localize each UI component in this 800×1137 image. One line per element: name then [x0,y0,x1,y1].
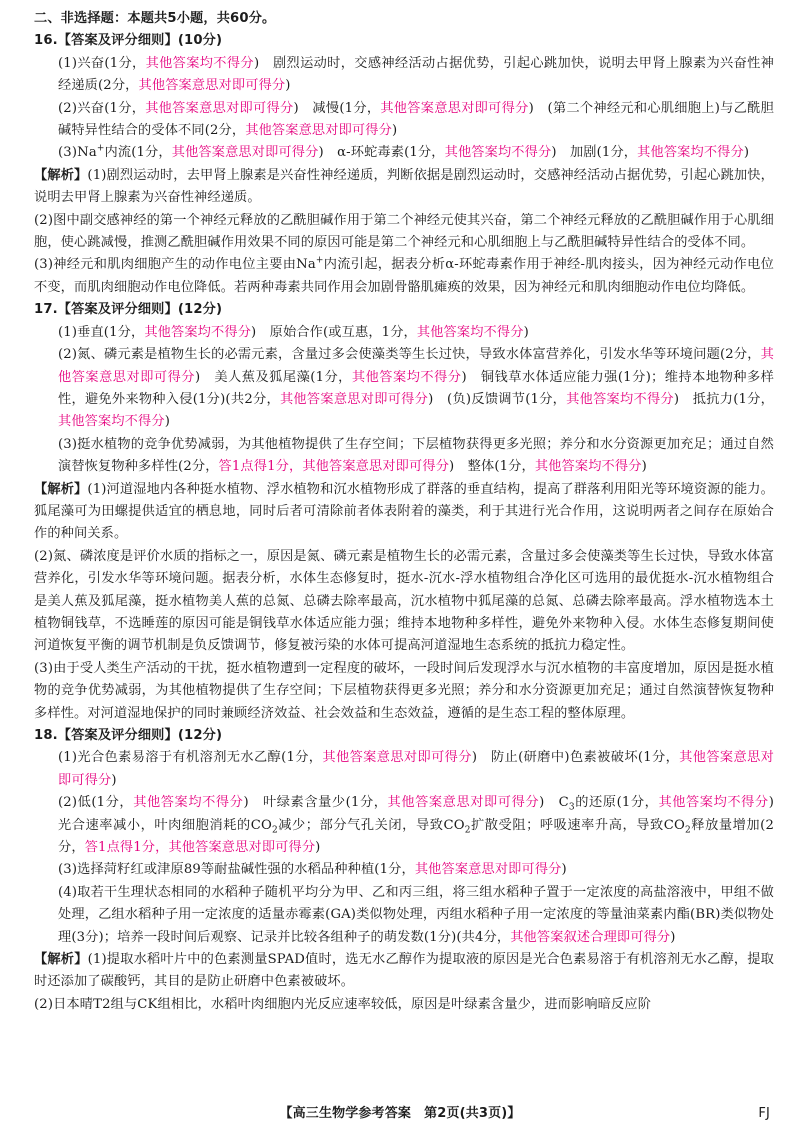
q17-answer-1: (1)垂直(1分，其他答案均不得分) 原始合作(或互惠，1分，其他答案均不得分) [58,324,529,340]
q16-answer-2: (2)兴奋(1分，其他答案意思对即可得分) 减慢(1分，其他答案意思对即可得分) (第二个神经元和心肌细胞上)与乙酰胆碱特异性结合的受体不同(2分，其他答案意思对即可得分) [58,100,774,139]
q18-answer-3: (3)选择菏籽红或津原89等耐盐碱性强的水稻品种种植(1分，其他答案意思对即可得分) [58,862,567,878]
q18-analysis-2: (2)日本晴T2组与CK组相比，水稻叶肉细胞内光反应速率较低，原因是叶绿素含量少，进而影响暗反应阶 [34,996,652,1012]
footer-title: 【高三生物学参考答案 第2页(共3页)】 [279,1105,521,1121]
q18-analysis-1: 【解析】(1)提取水稻叶片中的色素测量SPAD值时，选无水乙醇作为提取液的原因是光合色素易溶于有机溶剂无水乙醇，提取时还添加了碳酸钙，其目的是防止研磨中色素被破坏。 [34,952,774,990]
q17-analysis-2: (2)氮、磷浓度是评价水质的指标之一，原因是氮、磷元素是植物生长的必需元素，含量过多会使藻类等生长过快，导致水体富营养化，引发水华等环境问题。据表分析，水体生态修复时，挺水-沉水-浮水植物组合净化区可选用的最优挺水-沉水植物组合是美人蕉及狐尾藻，挺水植物美人蕉的总氮、总磷去除率最高，沉水植物中狐尾藻的总氮、总磷去除率最高。浮水植物选本土植物铜钱草，不选睡莲的原因可能是铜钱草水体适应能力强；维持本地物种多样性，避免外来物种入侵。水体生态修复期间使河道恢复平衡的调节机制是负反馈调节，修复被污染的水体可提高河道湿地生态系统的抵抗力稳定性。 [34,548,774,654]
q17-answer-3: (3)挺水植物的竞争优势减弱，为其他植物提供了生存空间；下层植物获得更多光照；养分和水分资源更加充足；通过自然演替恢复物种多样性(2分，答1点得1分，其他答案意思对即可得分) 整体(1分，其他答案均不得分) [58,436,774,475]
q16-analysis-3: (3)神经元和肌肉细胞产生的动作电位主要由Na+内流引起，据表分析α-环蛇毒素作用于神经-肌肉接头，因为神经元动作电位不变，而肌肉细胞动作电位降低。若两种毒素共同作用会加剧骨骼肌瘫痪的效果，因为神经元和肌肉细胞动作电位均降低。 [34,256,774,295]
q18-answer-4: (4)取若干生理状态相同的水稻种子随机平均分为甲、乙和丙三组，将三组水稻种子置于一定浓度的高盐溶液中，甲组不做处理，乙组水稻种子用一定浓度的适量赤霉素(GA)类似物处理，丙组水稻种子用一定浓度的等量油菜素内酯(BR)类似物处理(3分)；培养一段时间后观察、记录并比较各组种子的萌发数(1分)(共4分，其他答案叙述合理即可得分) [58,884,774,945]
q16-answer-1: (1)兴奋(1分，其他答案均不得分) 剧烈运动时，交感神经活动占据优势，引起心跳加快，说明去甲肾上腺素为兴奋性神经递质(2分，其他答案意思对即可得分) [58,55,774,94]
q17-analysis-1: 【解析】(1)河道湿地内各种挺水植物、浮水植物和沉水植物形成了群落的垂直结构，提高了群落利用阳光等环境资源的能力。狐尾藻可为田螺提供适宜的栖息地，同时后者可清除前者体表附着的藻类，利于其进行光合作用，这说明两者之间存在原始合作的种间关系。 [34,481,774,542]
q18-answer-1: (1)光合色素易溶于有机溶剂无水乙醇(1分，其他答案意思对即可得分) 防止(研磨中)色素被破坏(1分，其他答案意思对即可得分) [58,750,775,788]
q17-analysis-3: (3)由于受人类生产活动的干扰，挺水植物遭到一定程度的破坏，一段时间后发现浮水与沉水植物的丰富度增加，原因是挺水植物的竞争优势减弱，为其他植物提供了生存空间；下层植物获得更多光照；养分和水分资源更加充足；通过自然演替恢复物种多样性。对河道湿地保护的同时兼顾经济效益、社会效益和生态效益，遵循的是生态工程的整体原理。 [34,660,774,721]
q18-answer-2: (2)低(1分，其他答案均不得分) 叶绿素含量少(1分，其他答案意思对即可得分) $C_3$的还原(1分，其他答案均不得分) 光合速率减小，叶肉细胞消耗的$CO_2$减少；部分气孔关闭，导致$CO_2$扩散受阻；呼吸速率升高，导致$CO_2$释放量增加(2分，答1点得1分，其他答案意思对即可得分) [58,795,788,856]
page-footer [0,1103,800,1125]
q18-heading: 18.【答案及评分细则】(12分) [34,728,223,743]
footer-mark: FJ [758,1105,770,1121]
q16-heading: 16.【答案及评分细则】(10分) [34,33,223,49]
q16-answer-3: (3)Na+内流(1分，其他答案意思对即可得分) α-环蛇毒素(1分，其他答案均不得分) 加剧(1分，其他答案均不得分) [58,144,750,161]
q16-analysis-1: 【解析】(1)剧烈运动时，去甲肾上腺素是兴奋性神经递质，判断依据是剧烈运动时，交感神经活动占据优势，引起心跳加快，说明去甲肾上腺素为兴奋性神经递质。 [34,167,774,206]
section-title: 二、非选择题：本题共5小题，共60分。 [34,11,276,26]
q17-heading: 17.【答案及评分细则】(12分) [34,302,223,318]
q16-analysis-2: (2)图中副交感神经的第一个神经元释放的乙酰胆碱作用于第二个神经元使其兴奋，第二个神经元释放的乙酰胆碱作用于心肌细胞，使心跳减慢，推测乙酰胆碱作用效果不同的原因可能是第二个神经元和心肌细胞上与乙酰胆碱特异性结合的受体不同。 [34,212,774,251]
q17-answer-2: (2)氮、磷元素是植物生长的必需元素，含量过多会使藻类等生长过快，导致水体富营养化，引发水华等环境问题(2分，其他答案意思对即可得分) 美人蕉及狐尾藻(1分，其他答案均不得分) 铜钱草水体适应能力强(1分)；维持本地物种多样性，避免外来物种入侵(1分)(共2分，其他答案意思对即可得分) (负)反馈调节(1分，其他答案均不得分) 抵抗力(1分，其他答案均不得分) [58,347,775,430]
